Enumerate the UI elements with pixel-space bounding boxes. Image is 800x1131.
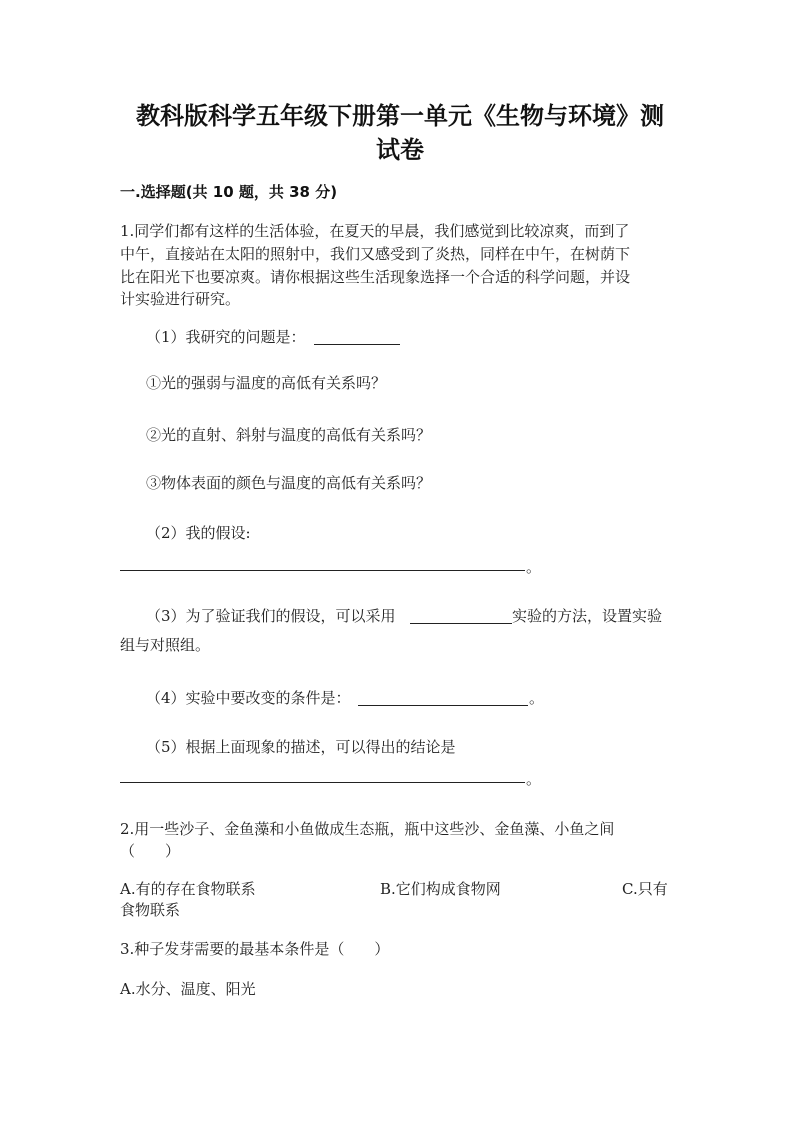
q1-sub2-answer-blank[interactable]	[120, 570, 525, 571]
q1-sub5-label: （5）根据上面现象的描述，可以得出的结论是	[146, 738, 456, 756]
q1-sub5-period: 。	[526, 770, 542, 788]
q1-sub3-part2: 实验的方法，设置实验	[512, 607, 663, 625]
q3-stem: 3.种子发芽需要的最基本条件是（ ）	[120, 940, 390, 958]
q1-sub1-answer-blank[interactable]	[314, 344, 400, 345]
q1-option-2: ②光的直射、斜射与温度的高低有关系吗？	[146, 426, 432, 444]
q1-stem-line4: 计实验进行研究。	[120, 290, 241, 308]
q1-option-3: ③物体表面的颜色与温度的高低有关系吗？	[146, 474, 432, 492]
q1-sub2-period: 。	[526, 558, 542, 576]
q1-sub4-label: （4）实验中要改变的条件是：	[146, 689, 351, 707]
q1-sub5-answer-blank[interactable]	[120, 782, 525, 783]
q1-sub2-label: （2）我的假设:	[146, 524, 251, 542]
q2-option-c-part1[interactable]: C.只有	[622, 880, 668, 898]
q2-option-c-part2[interactable]: 食物联系	[120, 901, 181, 919]
section-heading: 一.选择题(共 10 题，共 38 分)	[120, 183, 338, 201]
q2-answer-bracket[interactable]: （ ）	[120, 842, 181, 860]
q1-stem-line1: 1.同学们都有这样的生活体验，在夏天的早晨，我们感觉到比较凉爽，而到了	[120, 222, 630, 240]
q1-sub4-answer-blank[interactable]	[358, 705, 528, 706]
page-title-line1: 教科版科学五年级下册第一单元《生物与环境》测	[136, 102, 664, 130]
q1-stem-line2: 中午，直接站在太阳的照射中，我们又感受到了炎热，同样在中午，在树荫下	[120, 245, 631, 263]
q1-sub3-part1: （3）为了验证我们的假设，可以采用	[146, 607, 396, 625]
q1-stem-line3: 比在阳光下也要凉爽。请你根据这些生活现象选择一个合适的科学问题，并设	[120, 268, 631, 286]
q1-sub3-answer-blank[interactable]	[410, 623, 512, 624]
q3-option-a[interactable]: A.水分、温度、阳光	[120, 980, 256, 998]
q1-sub4-period: 。	[529, 689, 545, 707]
q2-stem: 2.用一些沙子、金鱼藻和小鱼做成生态瓶，瓶中这些沙、金鱼藻、小鱼之间	[120, 820, 615, 838]
q2-option-b[interactable]: B.它们构成食物网	[380, 880, 501, 898]
q1-option-1: ①光的强弱与温度的高低有关系吗？	[146, 374, 387, 392]
page-title-line2: 试卷	[376, 136, 424, 164]
q2-option-a[interactable]: A.有的存在食物联系	[120, 880, 256, 898]
q1-sub3-line2: 组与对照组。	[120, 636, 211, 654]
q1-sub1-label: （1）我研究的问题是：	[146, 328, 306, 346]
